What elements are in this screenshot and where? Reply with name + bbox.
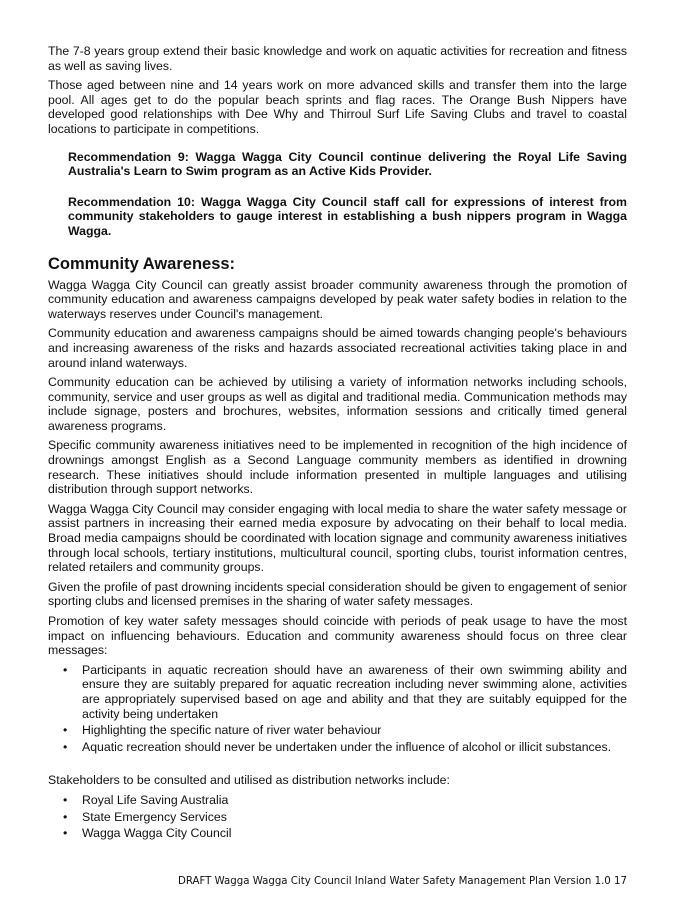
list-item: • State Emergency Services [48, 810, 627, 825]
paragraph-age-7-8: The 7-8 years group extend their basic knowledge and work on aquatic activities for recreation and fitness as well as saving lives. [48, 44, 627, 73]
paragraph-awareness-2: Community education and awareness campaigns should be aimed towards changing people's behaviours and increasing awareness of the risks and hazards associated recreational activities taking place in and around inland waterways. [48, 326, 627, 370]
paragraph-awareness-7: Promotion of key water safety messages should coincide with periods of peak usage to have the most impact on influencing behaviours. Education and community awareness should focus on three clear messages: [48, 614, 627, 658]
paragraph-awareness-6: Given the profile of past drowning incidents special consideration should be given to engagement of senior sporting clubs and licensed premises in the sharing of water safety messages. [48, 579, 627, 609]
list-item: • Royal Life Saving Australia [48, 793, 627, 808]
paragraph-awareness-5: Wagga Wagga City Council may consider engaging with local media to share the water safety message or assist partners in increasing their earned media exposure by advocating on their behalf to local media. Broad media campaigns should be coordinated with location signage and community awareness initiatives through local schools, tertiary institutions, multicultural council, sporting clubs, tourist information centres, related retailers and community groups. [48, 501, 627, 575]
page-footer: DRAFT Wagga Wagga City Council Inland Water Safety Management Plan Version 1.0 17 [178, 876, 627, 887]
stakeholders-list [48, 793, 627, 841]
paragraph-awareness-4: Specific community awareness initiatives need to be implemented in recognition of the high incidence of drownings amongst English as a Second Language community members as identified in drowning research. These initiatives should include information presented in multiple languages and utilising distribution through support networks. [48, 438, 627, 497]
list-item: • Participants in aquatic recreation should have an awareness of their own swimming ability and ensure they are suitably prepared for aquatic recreation including never swimming alone, activities are appropriately supervised based on age and ability and that they are suitably equipped for the activity being undertaken [48, 663, 627, 721]
stakeholders-intro: Stakeholders to be consulted and utilised as distribution networks include: [48, 773, 450, 788]
recommendation-10: Recommendation 10: Wagga Wagga City Council staff call for expressions of interest from community stakeholders to gauge interest in establishing a bush nippers program in Wagga Wagga. [68, 194, 627, 238]
paragraph-age-9-14: Those aged between nine and 14 years work on more advanced skills and transfer them into the large pool. All ages get to do the popular beach sprints and flag races. The Orange Bush Nippers have developed good relationships with Dee Why and Thirroul Surf Life Saving Clubs and travel to coastal locations to participate in competitions. [48, 78, 627, 136]
spacer [48, 759, 627, 773]
paragraph-awareness-3: Community education can be achieved by utilising a variety of information networks including schools, community, service and user groups as well as digital and traditional media. Communication methods may include signage, posters and brochures, websites, information sessions and critically timed general awareness programs. [48, 375, 627, 433]
list-item: • Aquatic recreation should never be undertaken under the influence of alcohol or illicit substances. [48, 740, 627, 755]
messages-list [48, 663, 627, 755]
paragraph-awareness-1: Wagga Wagga City Council can greatly assist broader community awareness through the promotion of community education and awareness campaigns developed by peak water safety bodies in relation to the waterways reserves under Council's management. [48, 277, 627, 321]
list-item: • Wagga Wagga City Council [48, 826, 627, 841]
section-heading-community-awareness: Community Awareness: [48, 254, 236, 273]
list-item: • Highlighting the specific nature of river water behaviour [48, 723, 627, 738]
recommendation-9: Recommendation 9: Wagga Wagga City Council continue delivering the Royal Life Saving Australia's Learn to Swim program as an Active Kids Provider. [68, 149, 627, 179]
